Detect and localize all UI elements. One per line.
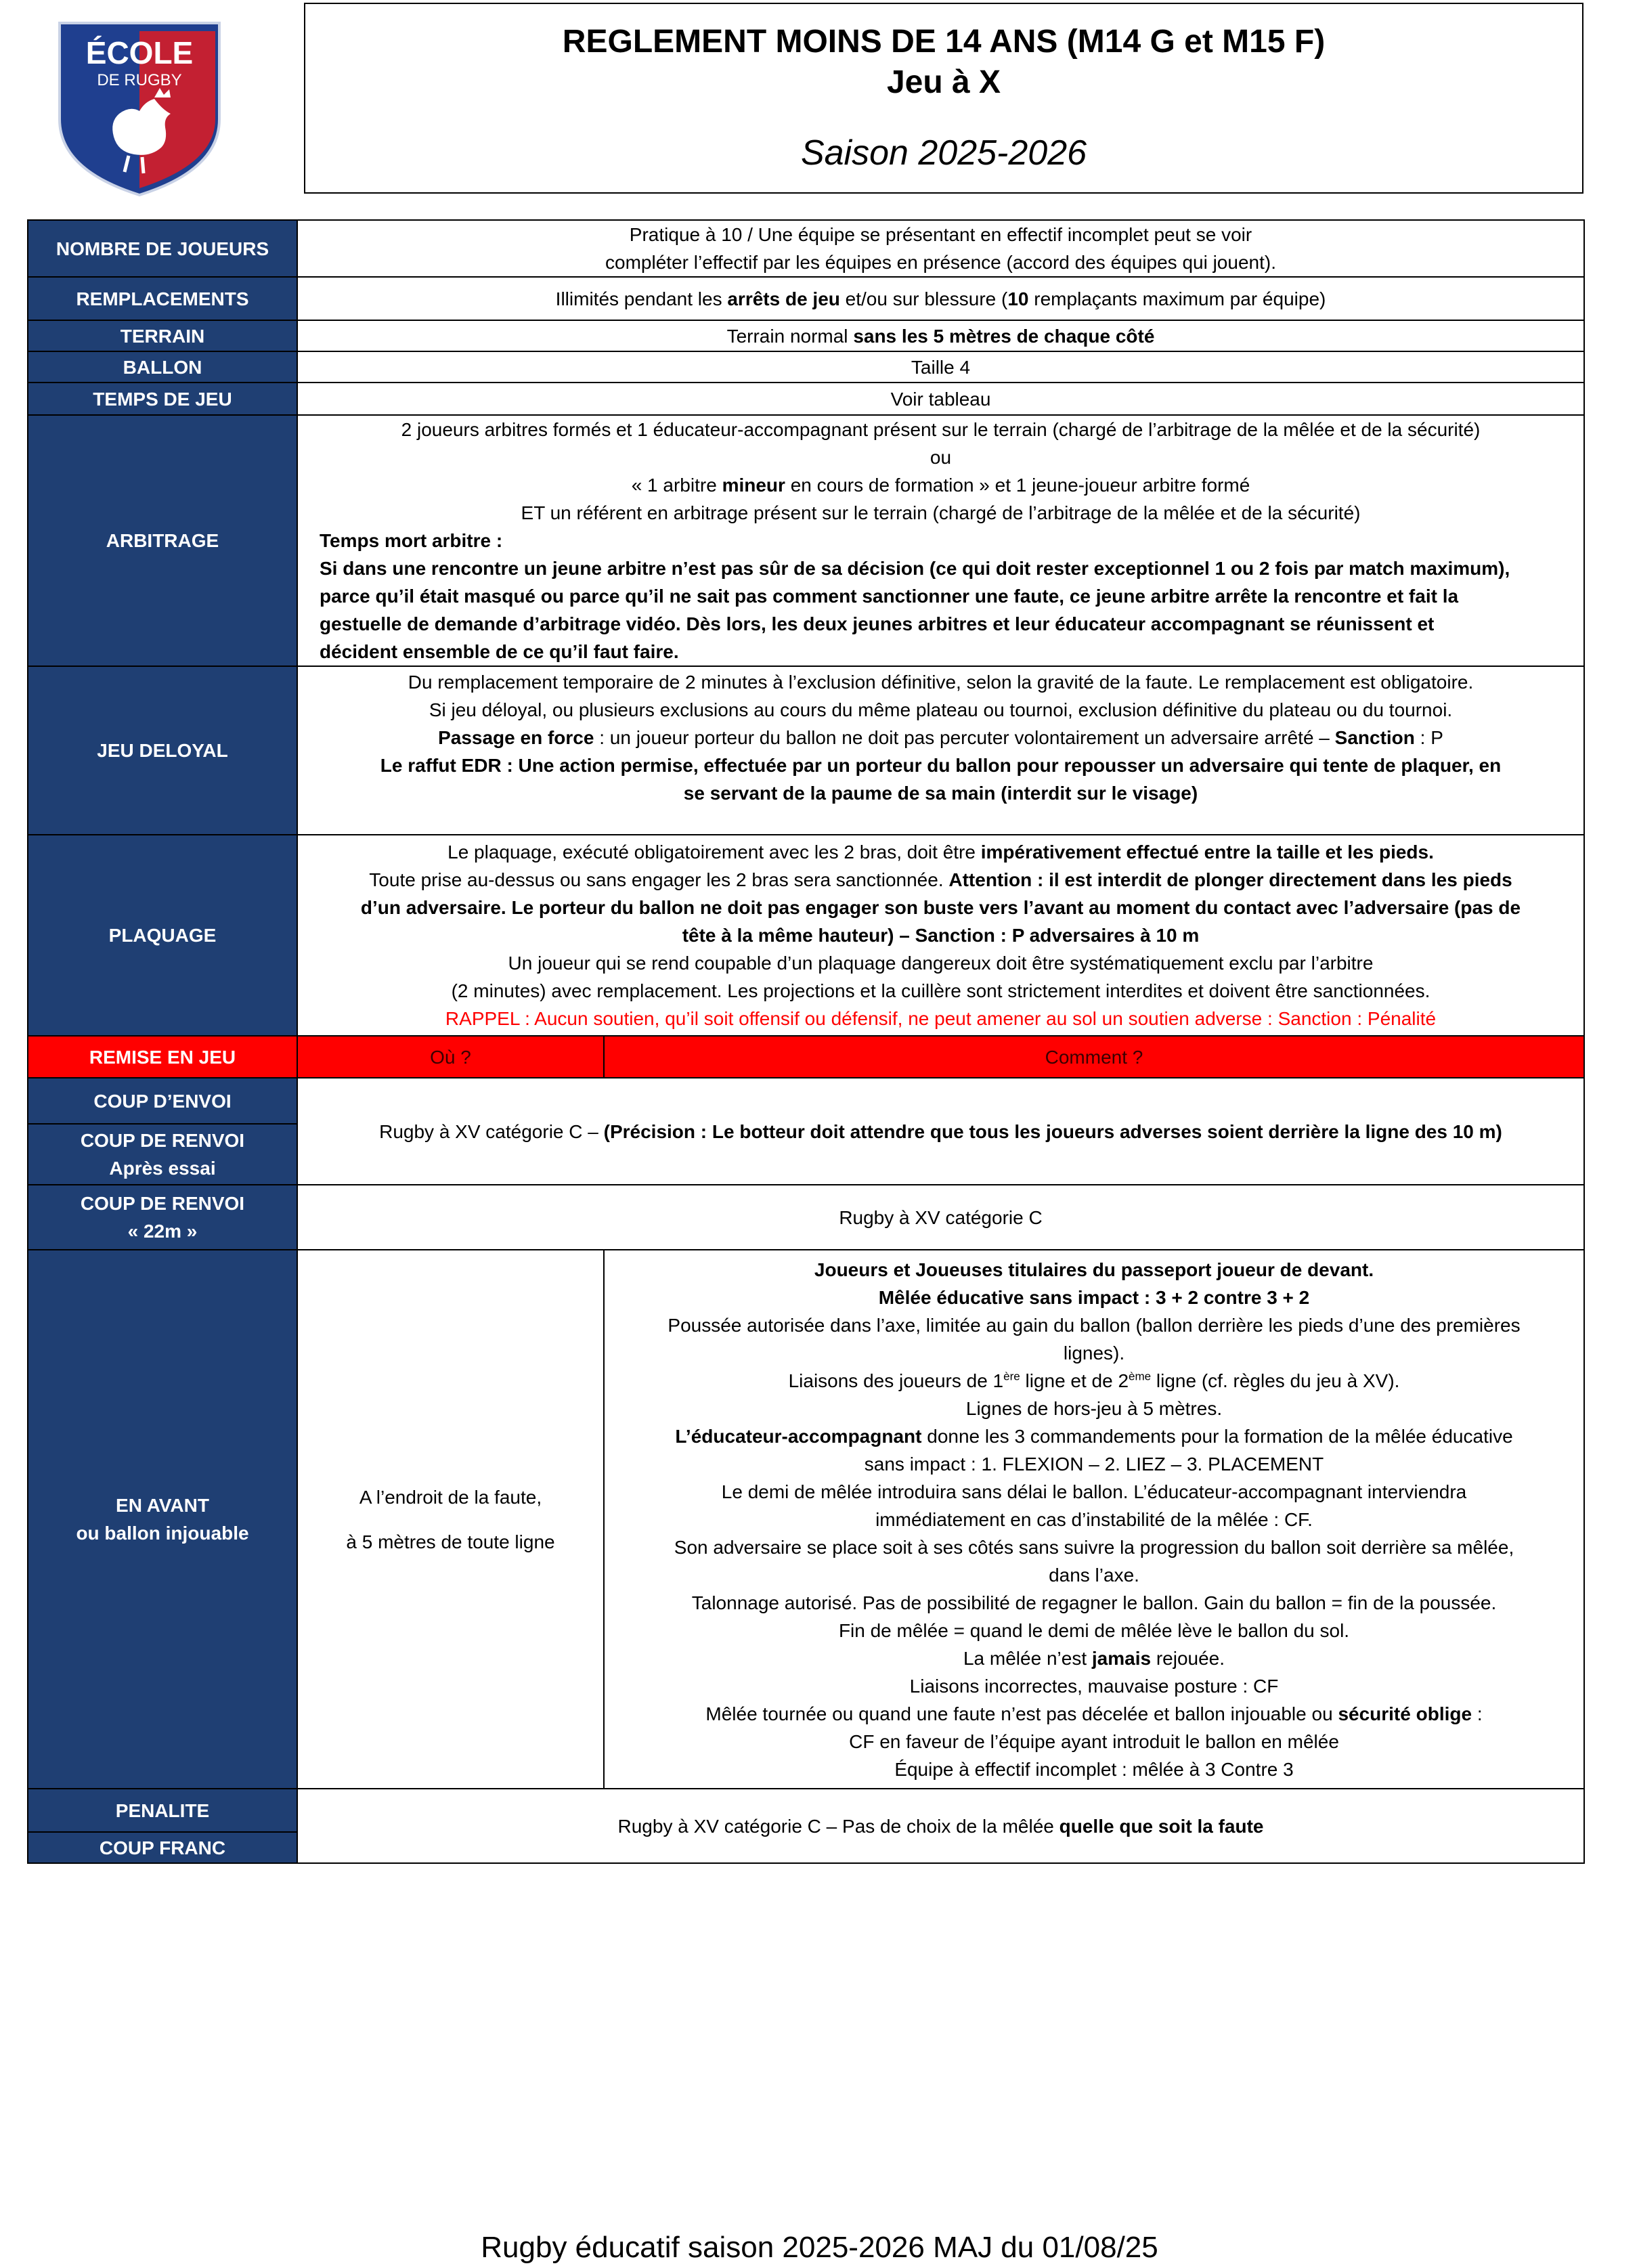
temps-mort-title: Temps mort arbitre : xyxy=(320,530,503,551)
row-label: TEMPS DE JEU xyxy=(28,383,297,415)
row-label: ARBITRAGE xyxy=(28,415,297,666)
row-label: COUP DE RENVOI « 22m » xyxy=(28,1185,297,1250)
row-penalite xyxy=(28,1789,1584,1832)
en-avant-where: A l’endroit de la faute, à 5 mètres de toute ligne xyxy=(297,1250,604,1789)
row-label: EN AVANT ou ballon injouable xyxy=(28,1250,297,1789)
row-label: COUP FRANC xyxy=(28,1832,297,1863)
row-content: Illimités pendant les arrêts de jeu et/ou sur blessure (10 remplaçants maximum par équipe) xyxy=(297,277,1584,320)
header-comment: Comment ? xyxy=(604,1036,1584,1078)
header-ou: Où ? xyxy=(297,1036,604,1078)
row-nombre-joueurs xyxy=(28,220,1584,277)
rules-table xyxy=(27,219,1585,1864)
row-content: Terrain normal sans les 5 mètres de chaque côté xyxy=(297,320,1584,351)
row-label: COUP DE RENVOI Après essai xyxy=(28,1124,297,1185)
row-label: REMISE EN JEU xyxy=(28,1036,297,1078)
row-label: TERRAIN xyxy=(28,320,297,351)
document-subtitle: Jeu à X xyxy=(886,64,1001,100)
row-label: NOMBRE DE JOUEURS xyxy=(28,220,297,277)
row-label: BALLON xyxy=(28,351,297,383)
ecole-de-rugby-logo xyxy=(53,18,226,198)
header-box xyxy=(304,3,1583,194)
row-content: Le plaquage, exécuté obligatoirement avec les 2 bras, doit être impérativement effectué entre la taille et les pieds. Toute prise au-dessus ou sans engager les 2 bras sera sanctionnée. Attention : il est interdit de plonger directement dans les pieds d’un adversaire. Le porteur du ballon ne doit pas engager son buste vers l’avant au moment du contact avec l’adversaire (pas de tête à la même hauteur) – Sanction : P adversaires à 10 m Un joueur qui se rend coupable d’un plaquage dangereux doit être systématiquement exclu par l’arbitre (2 minutes) avec remplacement. Les projections et la cuillère sont strictement interdites et doivent être sanctionnées. RAPPEL : Aucun soutien, qu’il soit offensif ou défensif, ne peut amener au sol un soutien adverse : Sanction : Pénalité xyxy=(297,835,1584,1036)
row-en-avant xyxy=(28,1250,1584,1789)
row-ballon xyxy=(28,351,1584,383)
document-title: REGLEMENT MOINS DE 14 ANS (M14 G et M15 F) xyxy=(562,24,1326,60)
row-terrain xyxy=(28,320,1584,351)
row-arbitrage xyxy=(28,415,1584,666)
row-remise-en-jeu xyxy=(28,1036,1584,1078)
row-content: 2 joueurs arbitres formés et 1 éducateur-accompagnant présent sur le terrain (chargé de l’arbitrage de la mêlée et de la sécurité) ou « 1 arbitre mineur en cours de formation » et 1 jeune-joueur arbitre formé ET un référent en arbitrage présent sur le terrain (chargé de l’arbitrage de la mêlée et de la sécurité) Temps mort arbitre : Si dans une rencontre un jeune arbitre n’est pas sûr de sa décision (ce qui doit rester exceptionnel 1 ou 2 fois par match maximum), parce qu’il était masqué ou parce qu’il ne sait pas comment sanctionner une faute, ce jeune arbitre arrête la rencontre et fait la gestuelle de demande d’arbitrage vidéo. Dès lors, les deux jeunes arbitres et leur éducateur accompagnant se réunissent et décident ensemble de ce qu’il faut faire. xyxy=(297,415,1584,666)
row-content: Taille 4 xyxy=(297,351,1584,383)
row-label: COUP D’ENVOI xyxy=(28,1078,297,1124)
row-temps-de-jeu xyxy=(28,383,1584,415)
row-label: REMPLACEMENTS xyxy=(28,277,297,320)
season-label: Saison 2025-2026 xyxy=(800,133,1087,173)
row-content: Rugby à XV catégorie C – Pas de choix de la mêlée quelle que soit la faute xyxy=(297,1789,1584,1863)
row-coup-envoi xyxy=(28,1078,1584,1124)
row-coup-renvoi-22 xyxy=(28,1185,1584,1250)
row-content: Rugby à XV catégorie C xyxy=(297,1185,1584,1250)
row-content: Pratique à 10 / Une équipe se présentant en effectif incomplet peut se voir compléter l’effectif par les équipes en présence (accord des équipes qui jouent). xyxy=(297,220,1584,277)
row-label: PENALITE xyxy=(28,1789,297,1832)
en-avant-how: Joueurs et Joueuses titulaires du passeport joueur de devant. Mêlée éducative sans impact : 3 + 2 contre 3 + 2 Poussée autorisée dans l’axe, limitée au gain du ballon (ballon derrière les pieds d’une des premières lignes). Liaisons des joueurs de 1ère ligne et de 2ème ligne (cf. règles du jeu à XV). Lignes de hors-jeu à 5 mètres. L’éducateur-accompagnant donne les 3 commandements pour la formation de la mêlée éducative sans impact : 1. FLEXION – 2. LIEZ – 3. PLACEMENT Le demi de mêlée introduira sans délai le ballon. L’éducateur-accompagnant interviendra immédiatement en cas d’instabilité de la mêlée : CF. Son adversaire se place soit à ses côtés sans suivre la progression du ballon soit derrière sa mêlée, dans l’axe. Talonnage autorisé. Pas de possibilité de regagner le ballon. Gain du ballon = fin de la poussée. Fin de mêlée = quand le demi de mêlée lève le ballon du sol. La mêlée n’est jamais rejouée. Liaisons incorrectes, mauvaise posture : CF Mêlée tournée ou quand une faute n’est pas décelée et ballon injouable ou sécurité oblige : CF en faveur de l’équipe ayant introduit le ballon en mêlée Équipe à effectif incomplet : mêlée à 3 Contre 3 xyxy=(604,1250,1584,1789)
row-plaquage xyxy=(28,835,1584,1036)
logo-text-ecole: ÉCOLE xyxy=(85,35,194,70)
row-content: Du remplacement temporaire de 2 minutes à l’exclusion définitive, selon la gravité de la faute. Le remplacement est obligatoire. Si jeu déloyal, ou plusieurs exclusions au cours du même plateau ou tournoi, exclusion définitive du plateau ou du tournoi. Passage en force : un joueur porteur du ballon ne doit pas percuter volontairement un adversaire arrêté – Sanction : P Le raffut EDR : Une action permise, effectuée par un porteur du ballon pour repousser un adversaire qui tente de plaquer, en se servant de la paume de sa main (interdit sur le visage) xyxy=(297,666,1584,835)
row-label: JEU DELOYAL xyxy=(28,666,297,835)
row-jeu-deloyal xyxy=(28,666,1584,835)
row-content: Voir tableau xyxy=(297,383,1584,415)
logo-text-rugby: DE RUGBY xyxy=(97,71,182,89)
row-content: Rugby à XV catégorie C – (Précision : Le botteur doit attendre que tous les joueurs adverses soient derrière la ligne des 10 m) xyxy=(297,1078,1584,1185)
page-footer: Rugby éducatif saison 2025-2026 MAJ du 01/08/25 xyxy=(481,2231,1158,2264)
rappel-warning: RAPPEL : Aucun soutien, qu’il soit offensif ou défensif, ne peut amener au sol un soutien adverse : Sanction : Pénalité xyxy=(445,1008,1437,1029)
row-label: PLAQUAGE xyxy=(28,835,297,1036)
row-remplacements xyxy=(28,277,1584,320)
